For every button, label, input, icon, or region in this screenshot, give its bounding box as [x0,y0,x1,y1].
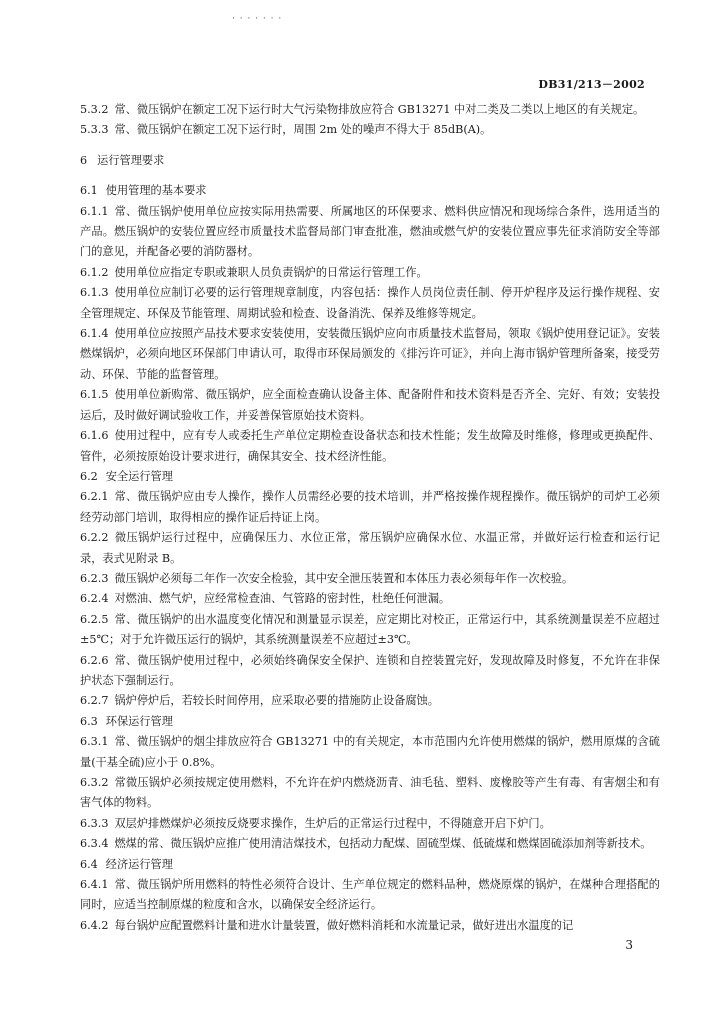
paragraph-text: 常、微压锅炉所用燃料的特性必须符合设计、生产单位规定的燃料品种，燃烧原煤的锅炉，在煤种合理搭配的同时，应适当控制原煤的粒度和含水，以确保安全经济运行。 [80,878,660,912]
paragraph-text: 使用单位应制订必要的运行管理规章制度，内容包括：操作人员岗位责任制、停开炉程序及运行操作规程、安全管理规定、环保及节能管理、周期试验和检查、设备消洗、保养及维修等规定。 [80,286,660,320]
paragraph-number: 6.1.5 [80,388,109,402]
paragraph-number: 6.2.4 [80,592,109,606]
paragraph-text: 常微压锅炉必须按规定使用燃料，不允许在炉内燃烧沥青、油毛毡、塑料、废橡胶等产生有毒、有害烟尘和有害气体的物料。 [80,776,660,810]
section-number: 6 [80,153,88,167]
paragraph-number: 6.1.6 [80,429,109,443]
paragraph-6-2-3 [80,569,660,589]
paragraph-number: 6.2.7 [80,694,109,708]
paragraph-6-1-2 [80,263,660,283]
paragraph-text: 燃煤的常、微压锅炉应推广使用清洁煤技术，包括动力配煤、固硫型煤、低硫煤和燃煤固硫添加剂等新技术。 [114,837,652,851]
paragraph-number: 6.1.2 [80,265,109,279]
paragraph-6-2-7 [80,691,660,711]
paragraph-text: 使用单位应按照产品技术要求安装使用，安装微压锅炉应向市质量技术监督局，领取《锅炉使用登记证》。安装燃煤锅炉，必须向地区环保部门申请认可，取得市环保局颁发的《排污许可证》，并向上海市锅炉管理所备案，接受劳动、环保、节能的监督管理。 [80,327,660,381]
section-6-1-heading [80,181,660,201]
section-6-3-heading [80,712,660,732]
paragraph-6-3-3 [80,814,660,834]
section-6-2-heading [80,467,660,487]
paragraph-6-3-1 [80,732,660,773]
section-number: 6.4 [80,857,98,871]
paragraph-6-2-1 [80,487,660,528]
paragraph-number: 5.3.3 [80,123,109,137]
paragraph-number: 6.4.1 [80,878,109,892]
paragraph-number: 6.3.2 [80,776,109,789]
paragraph-text: 常、微压锅炉使用单位应按实际用热需要、所属地区的环保要求、燃料供应情况和现场综合条件，选用适当的产品。燃压锅炉的安装位置应经市质量技术监督局部门审查批准，燃油或燃气炉的安装位置应事先征求消防安全等部门的意见，并配备必要的消防器材。 [80,204,660,259]
paragraph-6-2-5 [80,610,660,651]
paragraph-text: 常、微压锅炉在额定工况下运行时大气污染物排放应符合 GB13271 中对二类及二类以上地区的有关规定。 [114,103,645,116]
standard-code: DB31/213－2002 [538,78,645,91]
paragraph-number: 6.2.2 [80,531,109,545]
paragraph-6-1-4 [80,324,660,385]
paragraph-text: 常、微压锅炉在额定工况下运行时，周围 2m 处的噪声不得大于 85dB(A)。 [114,123,492,137]
paragraph-6-2-2 [80,528,660,569]
section-number: 6.2 [80,469,98,483]
paragraph-text: 常、微压锅炉的烟尘排放应符合 GB13271 中的有关规定，本市范围内允许使用燃煤的锅炉，燃用原煤的含硫量(干基全硫)应小于 0.8%。 [80,735,660,769]
section-number: 6.3 [80,714,98,728]
paragraph-number: 6.2.1 [80,490,109,504]
paragraph-5-3-2 [80,100,660,120]
paragraph-6-3-4 [80,834,660,854]
paragraph-number: 5.3.2 [80,103,109,116]
paragraph-6-1-1 [80,202,660,263]
paragraph-6-1-3 [80,283,660,324]
section-number: 6.1 [80,184,98,198]
paragraph-text: 常、微压锅炉使用过程中，必须始终确保安全保护、连锁和自控装置完好，发现故障及时修复，不允许在非保护状态下强制运行。 [80,653,660,687]
paragraph-6-1-5 [80,385,660,426]
section-6-heading [80,151,660,171]
section-title: 环保运行管理 [105,714,173,728]
page-number: 3 [625,938,633,952]
paragraph-text: 每台锅炉应配置燃料计量和进水计量装置，做好燃料消耗和水流量记录，做好进出水温度的记 [114,918,574,932]
paragraph-number: 6.2.3 [80,571,109,585]
paragraph-5-3-3 [80,120,660,140]
section-title: 安全运行管理 [105,469,173,483]
paragraph-number: 6.3.1 [80,735,109,749]
paragraph-text: 微压锅炉必须每二年作一次安全检验，其中安全泄压装置和本体压力表必须每年作一次校验。 [114,571,574,585]
paragraph-number: 6.4.2 [80,918,109,932]
paragraph-number: 6.1.3 [80,286,109,300]
paragraph-6-2-4 [80,589,660,609]
paragraph-text: 锅炉停炉后，若较长时间停用，应采取必要的措施防止设备腐蚀。 [114,694,439,708]
paragraph-number: 6.1.4 [80,327,109,341]
paragraph-6-1-6 [80,426,660,467]
paragraph-6-4-2 [80,916,660,936]
paragraph-text: 微压锅炉运行过程中，应确保压力、水位正常，常压锅炉应确保水位、水温正常，并做好运行检查和运行记录，表式见附录 B。 [80,531,660,565]
paragraph-number: 6.2.6 [80,653,109,667]
document-body [80,100,660,936]
section-title: 使用管理的基本要求 [105,184,207,198]
paragraph-6-4-1 [80,875,660,916]
paragraph-text: 对燃油、燃气炉，应经常检查油、气管路的密封性，杜绝任何泄漏。 [114,592,451,606]
paragraph-number: 6.3.4 [80,837,109,851]
section-title: 运行管理要求 [97,153,165,167]
paragraph-text: 常、微压锅炉应由专人操作，操作人员需经必要的技术培训，并严格按操作规程操作。微压锅炉的司炉工必须经劳动部门培训，取得相应的操作证后持证上岗。 [80,490,660,524]
paragraph-text: 双层炉排燃煤炉必须按反烧要求操作，生炉后的正常运行过程中，不得随意开启下炉门。 [114,816,551,830]
header-dots: · · · · · · · [232,14,283,24]
section-6-4-heading [80,855,660,875]
paragraph-6-3-2 [80,773,660,814]
paragraph-text: 使用过程中，应有专人或委托生产单位定期检查设备状态和技术性能；发生故障及时维修，修理或更换配件、管件，必须按原始设计要求进行，确保其安全、技术经济性能。 [80,429,660,463]
paragraph-text: 使用单位应指定专职或兼职人员负责锅炉的日常运行管理工作。 [114,265,428,279]
paragraph-number: 6.2.5 [80,612,109,626]
paragraph-text: 使用单位新购常、微压锅炉，应全面检查确认设备主体、配备附件和技术资料是否齐全、完好、有效；安装投运后，及时做好调试验收工作，并妥善保管原始技术资料。 [80,388,660,422]
paragraph-text: 常、微压锅炉的出水温度变化情况和测量显示误差，应定期比对校正，正常运行中，其系统测量误差不应超过±5℃；对于允许微压运行的锅炉，其系统测量误差不应超过±3℃。 [80,612,660,647]
paragraph-6-2-6 [80,651,660,692]
paragraph-number: 6.1.1 [80,204,109,218]
section-title: 经济运行管理 [105,857,173,871]
paragraph-number: 6.3.3 [80,816,109,830]
